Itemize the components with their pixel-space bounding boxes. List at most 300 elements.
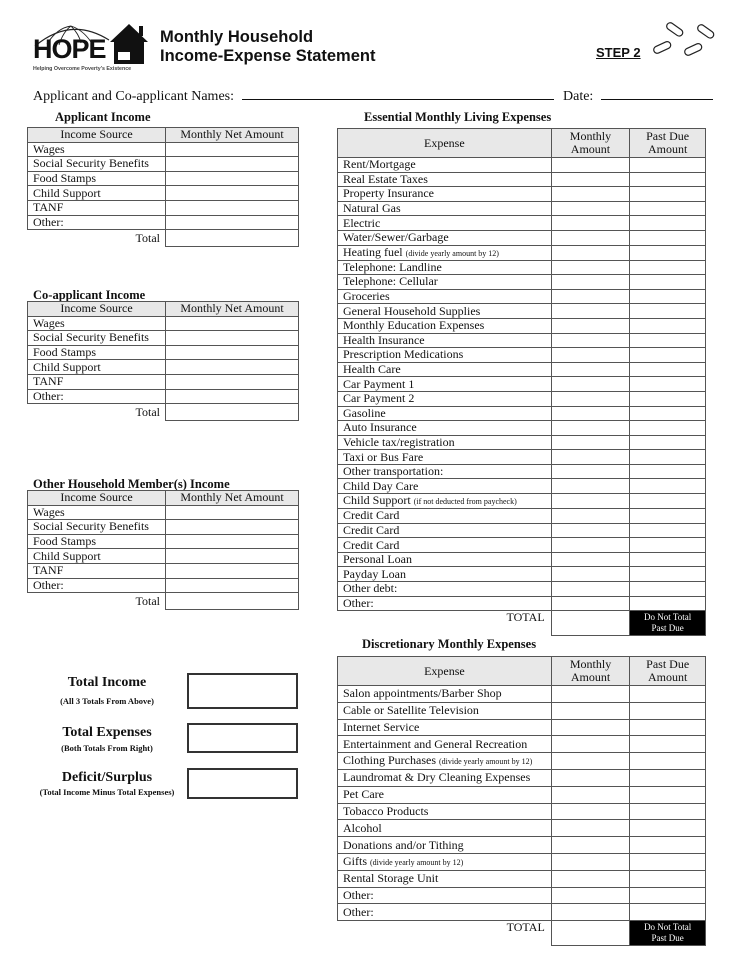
table-row: Other: [28, 389, 299, 404]
past-due-amount-input[interactable] [630, 853, 706, 870]
past-due-amount-input[interactable] [630, 904, 706, 921]
amount-input[interactable] [166, 345, 299, 360]
past-due-amount-input[interactable] [630, 523, 706, 538]
expense-name: Clothing Purchases [343, 753, 436, 768]
past-due-amount-input[interactable] [630, 820, 706, 837]
expense-label [338, 201, 552, 216]
monthly-amount-input[interactable] [551, 509, 630, 524]
monthly-amount-input[interactable] [551, 421, 630, 436]
table-row: Wages [28, 142, 299, 157]
expense-note: (if not deducted from paycheck) [413, 497, 517, 507]
amount-input[interactable] [166, 374, 299, 389]
monthly-amount-input[interactable] [551, 450, 630, 465]
table-row [338, 686, 706, 703]
monthly-amount-input[interactable] [551, 362, 630, 377]
expense-label [338, 230, 552, 245]
expense-label [338, 736, 552, 753]
table-row [338, 837, 706, 854]
past-due-amount-input[interactable] [630, 719, 706, 736]
amount-input[interactable] [166, 360, 299, 375]
expense-label [338, 596, 552, 611]
amount-input[interactable] [166, 578, 299, 593]
table-row: Food Stamps [28, 345, 299, 360]
expense-name: Taxi or Bus Fare [343, 449, 424, 464]
monthly-amount-input[interactable] [551, 494, 630, 509]
table-row [338, 362, 706, 377]
table-row [338, 523, 706, 538]
table-row: Child Support [28, 186, 299, 201]
discretionary-expenses-table [337, 656, 706, 946]
table-row: Child Support [28, 360, 299, 375]
table-row [338, 786, 706, 803]
past-due-amount-input[interactable] [630, 567, 706, 582]
amount-input[interactable] [166, 200, 299, 215]
expense-note: (divide yearly amount by 12) [439, 757, 533, 767]
coapplicant-income-table [27, 301, 299, 421]
table-row [338, 216, 706, 231]
table-row [338, 552, 706, 567]
table-row: Child Support [28, 549, 299, 564]
expense-name: Payday Loan [343, 566, 406, 581]
expense-name: Credit Card [343, 522, 400, 537]
amount-input[interactable] [166, 142, 299, 157]
expense-name: Credit Card [343, 508, 400, 523]
past-due-amount-input[interactable] [630, 348, 706, 363]
table-row [338, 820, 706, 837]
applicant-income-table [27, 127, 299, 247]
expense-label [338, 702, 552, 719]
expense-name: Laundromat & Dry Cleaning Expenses [343, 770, 531, 785]
expense-name: Internet Service [343, 719, 420, 734]
monthly-amount-input[interactable] [551, 702, 630, 719]
page-title [160, 28, 375, 66]
table-row [338, 172, 706, 187]
total-input[interactable] [166, 404, 299, 421]
monthly-amount-input[interactable] [551, 887, 630, 904]
expense-label [338, 245, 552, 260]
expense-label [338, 479, 552, 494]
past-due-amount-input[interactable] [630, 494, 706, 509]
past-due-amount-input[interactable] [630, 870, 706, 887]
past-due-amount-input[interactable] [630, 837, 706, 854]
table-row: Other: [28, 578, 299, 593]
expense-label [338, 304, 552, 319]
monthly-amount-input[interactable] [551, 464, 630, 479]
monthly-amount-input[interactable] [551, 172, 630, 187]
table-row [338, 245, 706, 260]
past-due-amount-input[interactable] [630, 552, 706, 567]
amount-input[interactable] [166, 389, 299, 404]
table-row [338, 596, 706, 611]
table-row: Social Security Benefits [28, 331, 299, 346]
table-row [338, 870, 706, 887]
expense-name: Other: [343, 904, 374, 919]
expense-label [338, 494, 552, 509]
date-input[interactable] [601, 88, 713, 100]
expense-label [338, 406, 552, 421]
amount-input[interactable] [166, 549, 299, 564]
past-due-amount-input[interactable] [630, 260, 706, 275]
monthly-amount-input[interactable] [551, 406, 630, 421]
do-not-total-badge: Do Not Total Past Due [630, 921, 706, 946]
monthly-amount-input[interactable] [551, 260, 630, 275]
expense-name: Cable or Satellite Television [343, 703, 479, 718]
expense-name: Groceries [343, 289, 390, 304]
table-row [338, 769, 706, 786]
col-income-source: Income Source [28, 128, 166, 143]
past-due-amount-input[interactable] [630, 769, 706, 786]
other-income-table [27, 490, 299, 610]
expense-name: Donations and/or Tithing [343, 837, 464, 852]
col-income-source: Income Source [28, 302, 166, 317]
expense-name: Child Support [343, 493, 411, 508]
past-due-amount-input[interactable] [630, 686, 706, 703]
table-row: Social Security Benefits [28, 157, 299, 172]
expense-name: Prescription Medications [343, 347, 464, 362]
date-label: Date: [563, 89, 594, 104]
expense-label [338, 421, 552, 436]
expense-name: Gasoline [343, 405, 386, 420]
monthly-amount-input[interactable] [551, 753, 630, 770]
table-row: TANF [28, 200, 299, 215]
expense-label [338, 333, 552, 348]
table-row: Food Stamps [28, 171, 299, 186]
amount-input[interactable] [166, 534, 299, 549]
expense-label [338, 275, 552, 290]
table-row [338, 567, 706, 582]
logo-tagline: Helping Overcome Poverty's Existence [33, 66, 132, 72]
amount-input[interactable] [166, 563, 299, 578]
expense-name: Credit Card [343, 537, 400, 552]
monthly-amount-input[interactable] [551, 552, 630, 567]
monthly-amount-input[interactable] [551, 786, 630, 803]
expense-name: Telephone: Cellular [343, 274, 438, 289]
deficit-surplus-label: Deficit/Surplus (Total Income Minus Total Expenses) [39, 770, 175, 797]
past-due-amount-input[interactable] [630, 201, 706, 216]
total-label: Total [135, 230, 160, 245]
monthly-amount-input[interactable] [551, 230, 630, 245]
expense-label [338, 362, 552, 377]
monthly-amount-input[interactable] [551, 377, 630, 392]
past-due-amount-input[interactable] [630, 158, 706, 173]
amount-input[interactable] [166, 505, 299, 520]
total-label: TOTAL [506, 920, 545, 935]
expense-note: (divide yearly amount by 12) [405, 248, 499, 258]
past-due-amount-input[interactable] [630, 304, 706, 319]
logo-inc: INC [119, 54, 130, 60]
other-income-title: Other Household Member(s) Income [33, 477, 230, 491]
expense-name: Electric [343, 215, 381, 230]
past-due-amount-input[interactable] [630, 289, 706, 304]
expense-label [338, 348, 552, 363]
monthly-amount-input[interactable] [551, 719, 630, 736]
past-due-amount-input[interactable] [630, 509, 706, 524]
expense-name: Health Care [343, 362, 401, 377]
do-not-total-badge: Do Not Total Past Due [630, 611, 706, 636]
expense-name: Other: [343, 595, 374, 610]
expense-name: Child Day Care [343, 478, 419, 493]
expense-note: (divide yearly amount by 12) [370, 857, 464, 867]
expense-name: Salon appointments/Barber Shop [343, 686, 502, 701]
expense-label [338, 538, 552, 553]
total-expenses-input[interactable] [187, 723, 298, 753]
expense-name: Health Insurance [343, 332, 425, 347]
expense-label [338, 837, 552, 854]
total-label: Total [135, 593, 160, 608]
table-row [338, 158, 706, 173]
table-row [338, 464, 706, 479]
table-row [338, 333, 706, 348]
table-row [338, 348, 706, 363]
col-monthly-amount: Monthly Amount [551, 657, 630, 686]
expense-label [338, 803, 552, 820]
expense-label [338, 435, 552, 450]
past-due-amount-input[interactable] [630, 318, 706, 333]
amount-input[interactable] [166, 186, 299, 201]
table-row [338, 421, 706, 436]
past-due-amount-input[interactable] [630, 736, 706, 753]
table-row [338, 509, 706, 524]
table-row [338, 803, 706, 820]
expense-name: Car Payment 2 [343, 391, 415, 406]
monthly-amount-input[interactable] [551, 769, 630, 786]
past-due-amount-input[interactable] [630, 702, 706, 719]
past-due-amount-input[interactable] [630, 172, 706, 187]
expense-label [338, 719, 552, 736]
monthly-amount-input[interactable] [551, 837, 630, 854]
expense-label [338, 904, 552, 921]
table-row: TANF [28, 374, 299, 389]
expense-label [338, 786, 552, 803]
past-due-amount-input[interactable] [630, 377, 706, 392]
table-row [338, 582, 706, 597]
applicant-names-field [33, 88, 554, 105]
past-due-amount-input[interactable] [630, 333, 706, 348]
past-due-amount-input[interactable] [630, 786, 706, 803]
amount-input[interactable] [166, 331, 299, 346]
expense-label [338, 260, 552, 275]
monthly-amount-input[interactable] [551, 289, 630, 304]
expense-label [338, 870, 552, 887]
footprints-icon [650, 22, 720, 62]
expense-label [338, 509, 552, 524]
monthly-amount-input[interactable] [551, 348, 630, 363]
table-row [338, 289, 706, 304]
deficit-surplus-input[interactable] [187, 768, 298, 799]
total-label: TOTAL [506, 610, 545, 625]
names-label: Applicant and Co-applicant Names: [33, 89, 234, 104]
col-expense: Expense [338, 657, 552, 686]
total-expenses-label: Total Expenses (Both Totals From Right) [61, 725, 153, 753]
past-due-amount-input[interactable] [630, 479, 706, 494]
past-due-amount-input[interactable] [630, 275, 706, 290]
monthly-amount-input[interactable] [551, 479, 630, 494]
expense-name: Alcohol [343, 820, 382, 835]
expense-name: Entertainment and General Recreation [343, 736, 528, 751]
expense-label [338, 172, 552, 187]
past-due-amount-input[interactable] [630, 464, 706, 479]
table-row [338, 702, 706, 719]
coapplicant-income-title: Co-applicant Income [33, 288, 146, 302]
title-line-2: Income-Expense Statement [160, 47, 376, 65]
expense-name: Car Payment 1 [343, 376, 415, 391]
table-row [338, 736, 706, 753]
col-monthly-net-amount: Monthly Net Amount [166, 491, 299, 506]
past-due-amount-input[interactable] [630, 230, 706, 245]
expense-name: Heating fuel [343, 244, 403, 259]
expense-label [338, 686, 552, 703]
table-row: Wages [28, 316, 299, 331]
total-label: Total [135, 404, 160, 419]
past-due-amount-input[interactable] [630, 450, 706, 465]
monthly-amount-input[interactable] [551, 803, 630, 820]
table-row [338, 904, 706, 921]
expense-label [338, 853, 552, 870]
expense-label [338, 887, 552, 904]
expense-name: Gifts [343, 853, 367, 868]
names-input[interactable] [242, 88, 554, 100]
past-due-amount-input[interactable] [630, 245, 706, 260]
monthly-amount-input[interactable] [551, 245, 630, 260]
essential-expenses-table [337, 128, 706, 636]
monthly-amount-input[interactable] [551, 853, 630, 870]
expense-label [338, 464, 552, 479]
monthly-amount-input[interactable] [551, 582, 630, 597]
expense-label [338, 523, 552, 538]
past-due-amount-input[interactable] [630, 803, 706, 820]
past-due-amount-input[interactable] [630, 887, 706, 904]
table-row [338, 377, 706, 392]
expense-name: Real Estate Taxes [343, 171, 428, 186]
expense-name: Other debt: [343, 581, 398, 596]
monthly-amount-input[interactable] [551, 187, 630, 202]
monthly-amount-input[interactable] [551, 736, 630, 753]
total-input[interactable] [166, 593, 299, 610]
monthly-amount-input[interactable] [551, 820, 630, 837]
discretionary-expenses-title: Discretionary Monthly Expenses [362, 637, 537, 651]
past-due-amount-input[interactable] [630, 406, 706, 421]
amount-input[interactable] [166, 157, 299, 172]
expense-label [338, 820, 552, 837]
expense-name: Other: [343, 887, 374, 902]
col-monthly-amount: Monthly Amount [551, 129, 630, 158]
monthly-amount-input[interactable] [551, 333, 630, 348]
expense-name: Natural Gas [343, 201, 401, 216]
expense-label [338, 318, 552, 333]
table-row [338, 304, 706, 319]
expense-label [338, 552, 552, 567]
monthly-amount-input[interactable] [551, 201, 630, 216]
expense-name: Monthly Education Expenses [343, 318, 485, 333]
hope-logo [33, 18, 151, 76]
expense-name: Vehicle tax/registration [343, 434, 455, 449]
monthly-amount-input[interactable] [551, 870, 630, 887]
table-row [338, 435, 706, 450]
expense-label [338, 769, 552, 786]
monthly-amount-input[interactable] [551, 523, 630, 538]
monthly-amount-input[interactable] [551, 304, 630, 319]
table-row [338, 230, 706, 245]
past-due-amount-input[interactable] [630, 421, 706, 436]
essential-total-input[interactable] [551, 611, 630, 636]
essential-expenses-title: Essential Monthly Living Expenses [364, 110, 552, 124]
past-due-amount-input[interactable] [630, 391, 706, 406]
monthly-amount-input[interactable] [551, 538, 630, 553]
table-row: TANF [28, 563, 299, 578]
total-income-label: Total Income (All 3 Totals From Above) [60, 675, 154, 706]
monthly-amount-input[interactable] [551, 275, 630, 290]
monthly-amount-input[interactable] [551, 904, 630, 921]
expense-label [338, 216, 552, 231]
title-line-1: Monthly Household [160, 28, 314, 46]
col-past-due-amount: Past Due Amount [630, 129, 706, 158]
table-row [338, 494, 706, 509]
past-due-amount-input[interactable] [630, 753, 706, 770]
table-row: Other: [28, 215, 299, 230]
col-monthly-net-amount: Monthly Net Amount [166, 302, 299, 317]
monthly-amount-input[interactable] [551, 318, 630, 333]
past-due-amount-input[interactable] [630, 538, 706, 553]
expense-label [338, 753, 552, 770]
logo-text: HOPE [33, 34, 106, 64]
monthly-amount-input[interactable] [551, 435, 630, 450]
table-row: Wages [28, 505, 299, 520]
table-row [338, 887, 706, 904]
expense-label [338, 391, 552, 406]
table-row [338, 318, 706, 333]
expense-name: Pet Care [343, 787, 384, 802]
past-due-amount-input[interactable] [630, 582, 706, 597]
table-row [338, 406, 706, 421]
monthly-amount-input[interactable] [551, 158, 630, 173]
amount-input[interactable] [166, 520, 299, 535]
table-row [338, 391, 706, 406]
table-row: Social Security Benefits [28, 520, 299, 535]
monthly-amount-input[interactable] [551, 596, 630, 611]
expense-label [338, 450, 552, 465]
expense-label [338, 158, 552, 173]
table-row [338, 479, 706, 494]
expense-name: General Household Supplies [343, 303, 481, 318]
col-expense: Expense [338, 129, 552, 158]
col-income-source: Income Source [28, 491, 166, 506]
monthly-amount-input[interactable] [551, 567, 630, 582]
table-row [338, 275, 706, 290]
table-row [338, 187, 706, 202]
amount-input[interactable] [166, 215, 299, 230]
expense-label [338, 567, 552, 582]
total-income-input[interactable] [187, 673, 298, 709]
monthly-amount-input[interactable] [551, 686, 630, 703]
monthly-amount-input[interactable] [551, 391, 630, 406]
discretionary-total-input[interactable] [551, 921, 630, 946]
amount-input[interactable] [166, 316, 299, 331]
date-field [563, 88, 713, 105]
table-row [338, 538, 706, 553]
monthly-amount-input[interactable] [551, 216, 630, 231]
past-due-amount-input[interactable] [630, 435, 706, 450]
past-due-amount-input[interactable] [630, 187, 706, 202]
past-due-amount-input[interactable] [630, 596, 706, 611]
past-due-amount-input[interactable] [630, 216, 706, 231]
expense-name: Tobacco Products [343, 803, 429, 818]
table-row: Food Stamps [28, 534, 299, 549]
amount-input[interactable] [166, 171, 299, 186]
expense-name: Auto Insurance [343, 420, 417, 435]
past-due-amount-input[interactable] [630, 362, 706, 377]
total-input[interactable] [166, 230, 299, 247]
expense-name: Other transportation: [343, 464, 444, 479]
